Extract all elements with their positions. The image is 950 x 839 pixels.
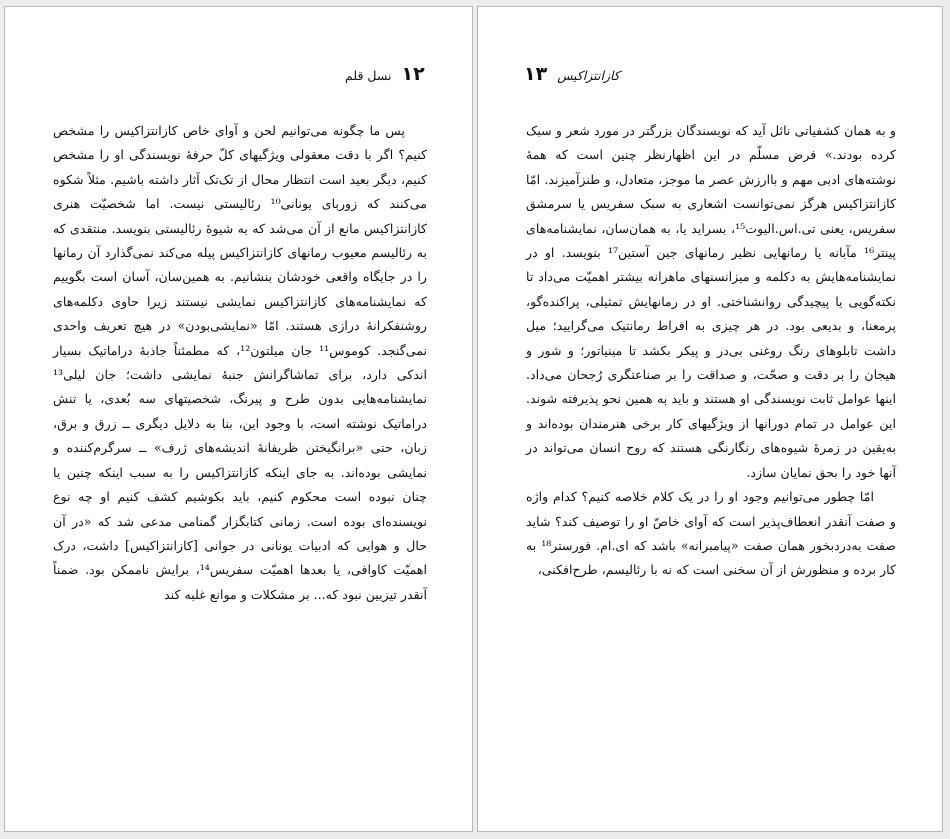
right-page-header bbox=[524, 63, 620, 87]
right-page bbox=[477, 6, 943, 832]
paragraph: پس ما چگونه می‌توانیم لحن و آوای خاص کازانتزاکیس را مشخص کنیم؟ اگر با دقت معقولی ویژگیهای کلّ حرفهٔ نویسندگی او را مشخص کنیم، دیگر بعید است انتظار محال از تک‌تک آثار داشته باشیم. مثلاً شکوه می‌کنند که زوربای یونانی¹⁰ رئالیستی نیست. اما شخصیّت هنری کازانتزاکیس مانع از آن می‌شد که به شیوهٔ رئالیستی بنویسد. منتقدی که به رئالیسم معیوب رمانهای کازانتزاکیس پیله می‌کند نمی‌گذارد آن رمانها را در جایگاه واقعی خودشان بنشانیم. به همین‌سان، آسان است بگوییم که نمایشنامه‌های کازانتزاکیس نمایشی نیستند زیرا حاوی دکلمه‌های روشنفکرانهٔ درازی هستند. امّا «نمایشی‌بودن» در هیچ تعریف واحدی نمی‌گنجد. کوموس¹¹ جان میلتون¹²، که مطمئناً جاذبهٔ دراماتیک بسیار اندکی دارد، برای تماشاگرانش جنبهٔ نمایشی داشت؛ جان لیلی¹³ نمایشنامه‌هایی بدون طرح و پیرنگ، شخصیتهای سه بُعدی، یا تنش دراماتیک نوشته است، با وجود این، بنا به دلایل دیگری ــ زرق و برق، زبان، حتی «برانگیختن ظریفانهٔ اندیشه‌های ژرف» ــ سرگرم‌کننده و نمایشی بوده‌اند. به جای اینکه کازانتزاکیس را به سبب اینکه چنین یا چنان نبوده است محکوم کنیم، باید بکوشیم کشف کنیم او چه نوع نویسنده‌ای بوده است. زمانی کتابگزار گمنامی مدعی شد که «در آن حال و هوایی که ادبیات یونانی در جوانی [کازانتزاکیس] داشت، درک اهمیّت کاوافی، یا بعدها اهمیّت سفریس¹⁴، برایش ناممکن بود. ضمناً آنقدر تیزبین نبود که... بر مشکلات و موانع غلبه کند bbox=[53, 123, 427, 602]
paragraph: و به همان کشفیاتی نائل آید که نویسندگان بزرگتر در مورد شعر و سبک کرده بودند.» فرض مسلّم در این اظهارنظر چنین است که همهٔ نوشته‌های ادبی مهم و باارزش عصر ما موجز، متعادل، و طنزآمیزند. امّا کازانتزاکیس هرگز نمی‌توانست اشعاری به سبک سفریس یا سرمشق سفریس، یعنی تی.اس.الیوت¹⁵، بسراید یا، به همان‌سان، نمایشنامه‌های پینتر¹⁶ مآبانه یا رمانهایی نظیر رمانهای جین آستین¹⁷ بنویسد. او در نمایشنامه‌هایش به دکلمه و میزانسنهای ماهرانه بیشتر اهمیّت می‌داد تا نکته‌گویی یا پیچیدگی روانشناختی. او در رمانهایش تمثیلی، پراکنده‌گو، پرمعنا، و بدیعی بود. در هر چیزی به افراط رمانتیک می‌گرایید؛ میل داشت تابلوهای رنگ روغنی بی‌در و پیکر بکشد تا مینیاتور؛ و شور و هیجان را بر دقت و صحّت، و صداقت را بر صناعتگری رُجحان می‌داد. اینها عوامل ثابت نویسندگی او هستند و باید به همین نحو پذیرفته شوند. این عوامل در تمام دورانها از ویژگیهای کار برخی هنرمندان بوده‌اند و به‌یقین در زمرهٔ شیوه‌های رنگارنگی هستند که روح انسان می‌تواند در آنها خود را بحق نمایان سازد. bbox=[526, 123, 897, 480]
left-page-header bbox=[345, 63, 425, 87]
left-page-body bbox=[53, 119, 427, 607]
paragraph: امّا چطور می‌توانیم وجود او را در یک کلام خلاصه کنیم؟ کدام واژه و صفت آنقدر انعطاف‌پذیر است که آوای خاصّ او را توصیف کند؟ شاید صفت به‌دردبخور همان صفت «پیامبرانه» باشد که ای.ام. فورستر¹⁸ به کار برده و منظورش از آن سخنی است که نه با رئالیسم، طرح‌افکنی، bbox=[526, 489, 896, 578]
page-number: ١٣ bbox=[524, 63, 548, 85]
running-head: نسل قلم bbox=[345, 68, 392, 83]
running-head: کازانتزاکیس bbox=[557, 68, 620, 83]
left-page bbox=[4, 6, 473, 832]
page-number: ١٢ bbox=[401, 63, 425, 85]
right-page-body bbox=[526, 119, 896, 583]
